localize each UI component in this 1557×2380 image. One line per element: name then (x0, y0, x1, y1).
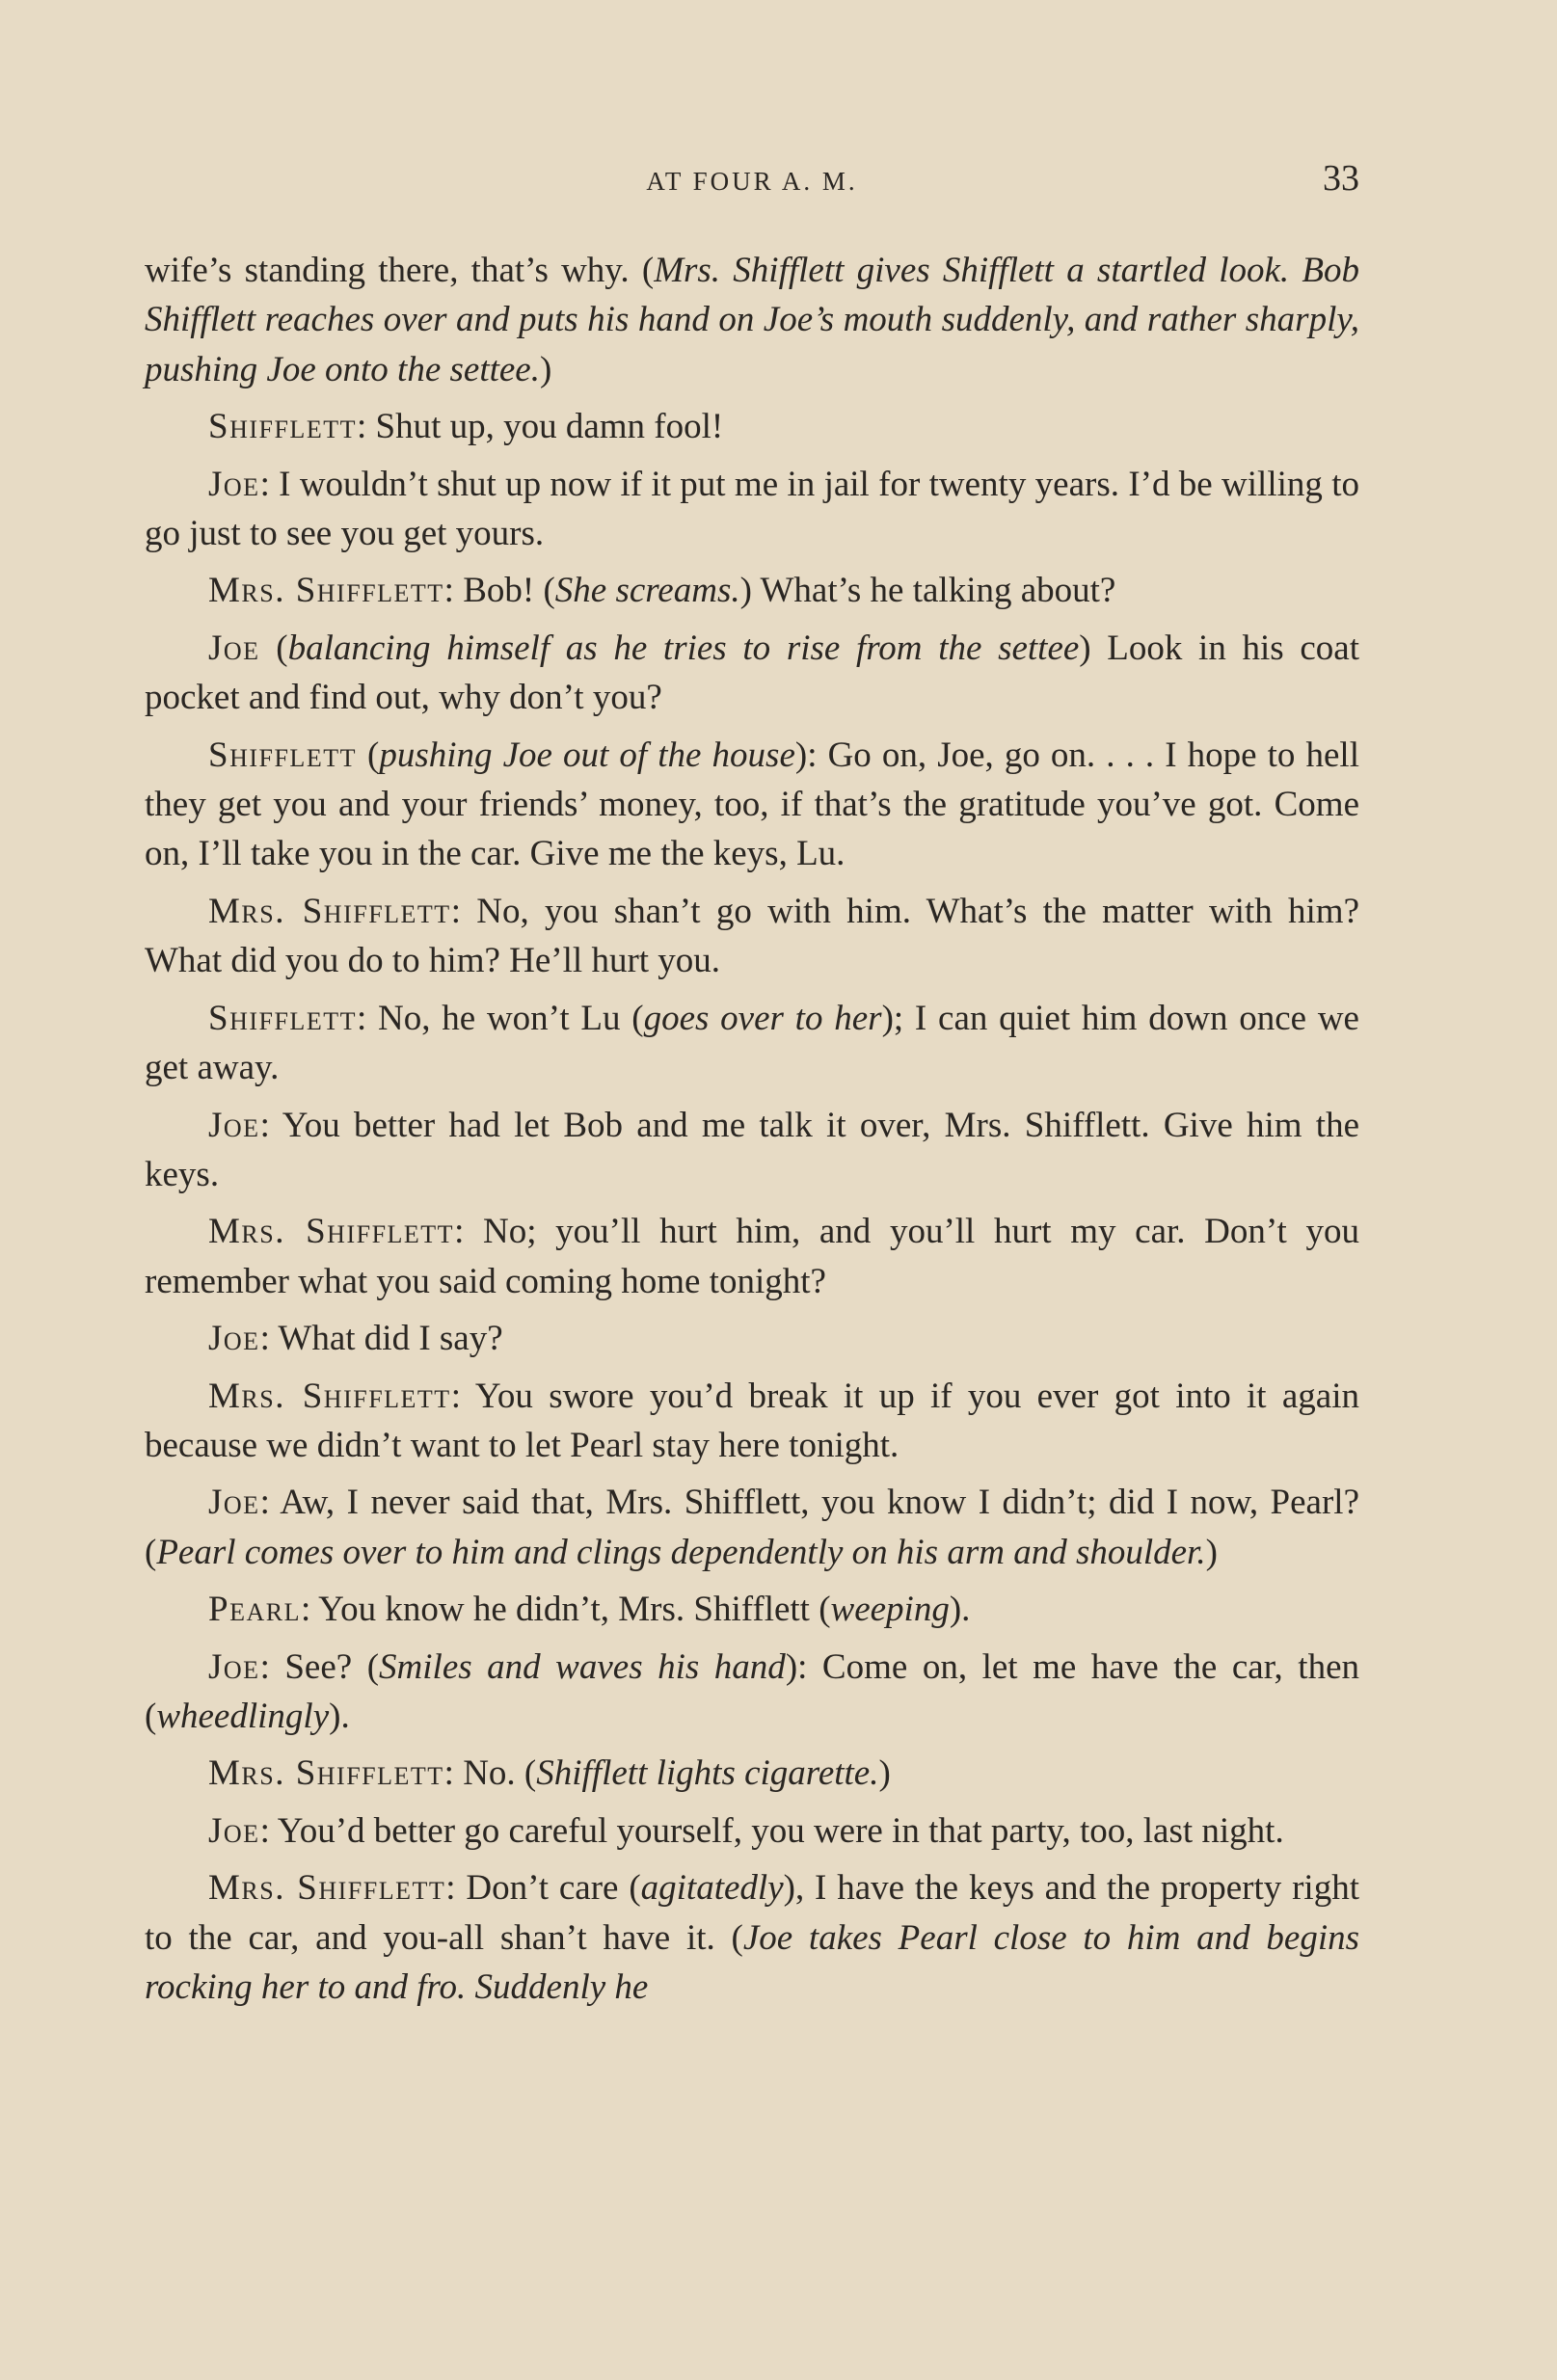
dialogue-text: : No, he won’t Lu ( (356, 998, 644, 1038)
stage-direction: wheedlingly (156, 1696, 330, 1736)
dialogue-paragraph (145, 1806, 1359, 1856)
speaker-name: Joe (208, 1810, 260, 1851)
dialogue-text: : You better had let Bob and me talk it over, Mrs. Shifflett. Give him the keys. (145, 1105, 1359, 1194)
stage-direction: She screams. (554, 571, 740, 611)
dialogue-text: ) (539, 349, 552, 389)
dialogue-text: ) What’s he talking about? (739, 571, 1116, 611)
dialogue-text: : No; you’ll hurt him, and you’ll hurt my car. Don’t you remember what you said coming home tonight? (145, 1212, 1359, 1301)
continued-paragraph (145, 246, 1359, 394)
dialogue-paragraph (145, 887, 1359, 986)
speaker-name: Mrs. Shifflett (208, 1376, 451, 1416)
speaker-name: Shifflett (208, 407, 357, 447)
speaker-name: Joe (208, 1319, 260, 1359)
dialogue-paragraph (145, 994, 1359, 1093)
dialogue-paragraph (145, 460, 1359, 559)
dialogue-text: ). (329, 1696, 350, 1736)
speaker-name: Joe (208, 628, 260, 668)
dialogue-paragraph (145, 731, 1359, 879)
speaker-name: Shifflett (208, 735, 357, 775)
dialogue-text: : No. ( (443, 1753, 537, 1794)
dialogue-paragraph (145, 1749, 1359, 1798)
dialogue-text: : Don’t care ( (445, 1868, 641, 1909)
stage-direction: Shifflett lights cigarette. (536, 1753, 879, 1794)
dialogue-text: ), I have the keys and the property right to the car, and you-all shan’t have it. ( (145, 1868, 1359, 1958)
stage-direction: Pearl comes over to him and clings dependently on his arm and shoulder. (156, 1532, 1206, 1572)
dialogue-text: : No, you shan’t go with him. What’s the matter with him? What did you do to him? He’ll hurt you. (145, 891, 1359, 981)
stage-direction: agitatedly (640, 1868, 784, 1909)
dialogue-text: ): Come on, let me have the car, then ( (145, 1646, 1360, 1736)
dialogue-text: ( (356, 735, 380, 775)
dialogue-text: : You swore you’d break it up if you ever got into it again because we didn’t want to let Pearl stay here tonight. (145, 1376, 1359, 1465)
dialogue-paragraph (145, 624, 1359, 723)
stage-direction: weeping (830, 1590, 950, 1630)
dialogue-text: ). (949, 1590, 971, 1630)
speaker-name: Mrs. Shifflett (208, 571, 444, 611)
dialogue-paragraph (145, 566, 1359, 615)
speaker-name: Joe (208, 1646, 260, 1687)
page-number: 33 (1323, 158, 1359, 199)
dialogue-paragraph (145, 402, 1359, 451)
dialogue-text: : Shut up, you damn fool! (356, 407, 724, 447)
dialogue-text: : Bob! ( (443, 571, 555, 611)
dialogue-paragraph (145, 1863, 1359, 2012)
dialogue-paragraph (145, 1207, 1359, 1306)
stage-direction: Smiles and waves his hand (379, 1646, 786, 1687)
dialogue-text: ) Look in his coat pocket and find out, why don’t you? (145, 628, 1359, 718)
dialogue-paragraph (145, 1478, 1359, 1577)
speaker-name: Pearl (208, 1590, 301, 1630)
stage-direction: Mrs. Shifflett gives Shifflett a startled look. Bob Shifflett reaches over and puts his hand on Joe’s mouth suddenly, and rather sharply, pushing Joe onto the settee. (145, 251, 1359, 389)
dialogue-text: : You’d better go careful yourself, you were in that party, too, last night. (259, 1810, 1284, 1851)
stage-direction: pushing Joe out of the house (379, 735, 795, 775)
dialogue-text: : See? ( (259, 1646, 380, 1687)
dialogue-text: ) (878, 1753, 891, 1794)
speaker-name: Joe (208, 1483, 260, 1523)
dialogue-paragraph (145, 1314, 1359, 1363)
dialogue-text: ( (259, 628, 288, 668)
dialogue-paragraph (145, 1585, 1359, 1634)
dialogue-text: : Aw, I never said that, Mrs. Shifflett, you know I didn’t; did I now, Pearl? ( (145, 1483, 1359, 1572)
speaker-name: Mrs. Shifflett (208, 891, 451, 931)
dialogue-text: ); I can quiet him down once we get away. (145, 998, 1359, 1088)
dialogue-paragraph (145, 1643, 1359, 1742)
running-head (145, 157, 1359, 205)
speaker-name: Shifflett (208, 998, 357, 1038)
stage-direction: Joe takes Pearl close to him and begins rocking her to and fro. Suddenly he (145, 1917, 1360, 2007)
dialogue-text: : You know he didn’t, Mrs. Shifflett ( (300, 1590, 831, 1630)
stage-direction: balancing himself as he tries to rise from the settee (287, 628, 1080, 668)
dialogue-paragraph (145, 1372, 1359, 1471)
dialogue-text: : What did I say? (259, 1319, 503, 1359)
dialogue-text: : I wouldn’t shut up now if it put me in jail for twenty years. I’d be willing to go just to see you get yours. (145, 464, 1359, 554)
dialogue-paragraph (145, 1101, 1359, 1200)
speaker-name: Mrs. Shifflett (208, 1212, 455, 1252)
dialogue-text: ): Go on, Joe, go on. . . . I hope to hell they get you and your friends’ money, too, if that’s the gratitude you’ve got. Come on, I’ll take you in the car. Give me the keys, Lu. (145, 735, 1359, 874)
dialogue-text: ) (1205, 1532, 1218, 1572)
speaker-name: Joe (208, 1105, 260, 1145)
play-text-body (145, 246, 1359, 2019)
stage-direction: goes over to her (643, 998, 882, 1038)
dialogue-text: wife’s standing there, that’s why. ( (145, 251, 655, 290)
running-title: AT FOUR A. M. (646, 167, 858, 196)
speaker-name: Joe (208, 464, 260, 504)
speaker-name: Mrs. Shifflett (208, 1868, 446, 1909)
speaker-name: Mrs. Shifflett (208, 1753, 444, 1794)
